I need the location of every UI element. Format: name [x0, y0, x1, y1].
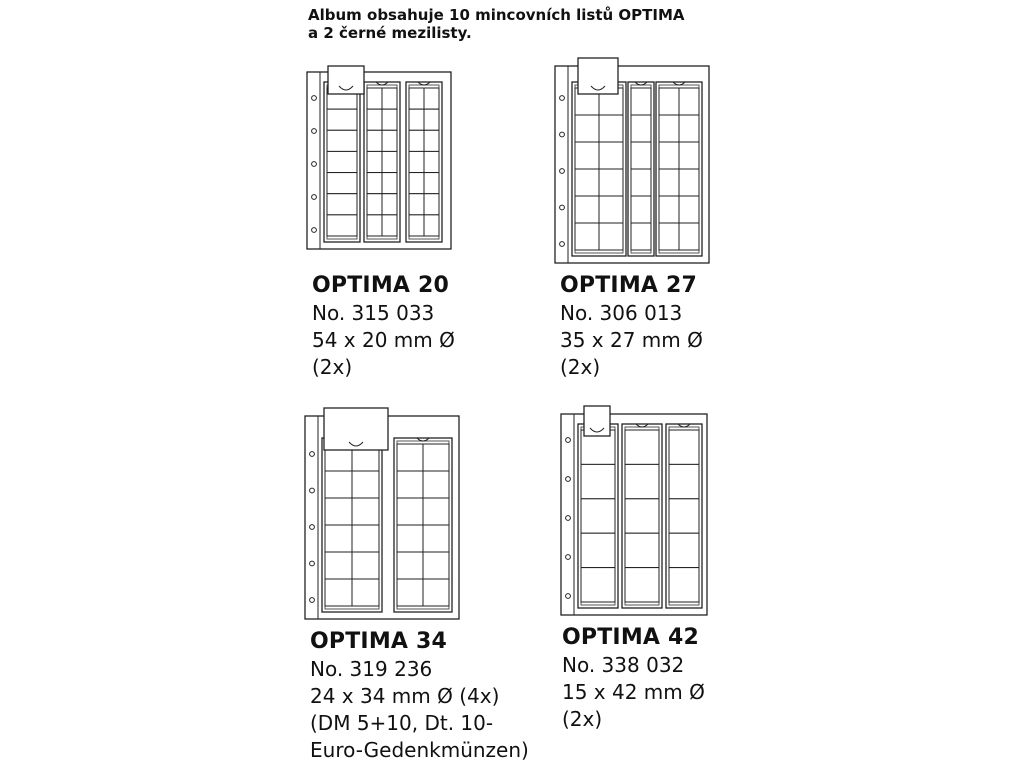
coin-pocket [409, 130, 424, 151]
coin-size: 15 x 42 mm Ø [562, 680, 705, 704]
coin-pocket [669, 533, 699, 567]
coin-pocket [409, 109, 424, 130]
punch-hole [566, 555, 571, 560]
punch-hole [560, 169, 565, 174]
coin-pocket [631, 88, 651, 115]
coin-pocket [397, 579, 423, 606]
coin-pocket [397, 525, 423, 552]
coin-pocket [581, 568, 615, 602]
coin-pocket [423, 552, 449, 579]
coin-size: 35 x 27 mm Ø [560, 328, 703, 352]
punch-hole [310, 561, 315, 566]
coin-pocket [367, 109, 382, 130]
sheet-quantity: (2x) [562, 707, 603, 731]
coin-pocket [679, 115, 699, 142]
coin-pocket [669, 430, 699, 464]
coin-pocket [367, 88, 382, 109]
coin-pocket [397, 498, 423, 525]
coin-pocket [659, 223, 679, 250]
coin-pocket [409, 151, 424, 172]
coin-pocket [409, 194, 424, 215]
sheet-number: No. 319 236 [310, 657, 433, 681]
punch-hole [312, 129, 317, 134]
coin-pocket [367, 151, 382, 172]
coin-pocket [382, 130, 397, 151]
coin-pocket [669, 464, 699, 498]
coin-pocket [327, 215, 357, 236]
punch-hole [566, 594, 571, 599]
coin-pocket [409, 215, 424, 236]
album-description-line-1: Album obsahuje 10 mincovních listů OPTIMA [308, 6, 685, 24]
coin-pocket [424, 215, 439, 236]
coin-pocket [575, 169, 599, 196]
coin-pocket [327, 194, 357, 215]
coin-size: 24 x 34 mm Ø (4x) [310, 684, 500, 708]
album-description [308, 6, 685, 42]
sheet-info-optima-27 [560, 272, 703, 381]
coin-pocket [631, 115, 651, 142]
coin-pocket [599, 142, 623, 169]
coin-size: 54 x 20 mm Ø [312, 328, 455, 352]
coin-pocket [581, 464, 615, 498]
punch-hole [312, 162, 317, 167]
coin-pocket [325, 498, 352, 525]
coin-pocket [575, 196, 599, 223]
punch-hole [560, 242, 565, 247]
coin-pocket [382, 88, 397, 109]
coin-pocket [659, 196, 679, 223]
punch-hole [566, 477, 571, 482]
punch-hole [312, 96, 317, 101]
coin-pocket [625, 499, 659, 533]
coin-pocket [424, 173, 439, 194]
punch-hole [310, 525, 315, 530]
coin-pocket [599, 223, 623, 250]
coin-pocket [625, 568, 659, 602]
coin-pocket [625, 464, 659, 498]
sheet-info-optima-20 [312, 272, 455, 381]
coin-pocket [625, 430, 659, 464]
coin-pocket [659, 169, 679, 196]
coin-pocket [631, 196, 651, 223]
punch-hole [310, 598, 315, 603]
coin-pocket [367, 194, 382, 215]
coin-pocket [423, 471, 449, 498]
sheet-note-line-2: Euro-Gedenkmünzen) [310, 738, 529, 762]
punch-hole [560, 96, 565, 101]
coin-pocket [423, 579, 449, 606]
coin-pocket [669, 568, 699, 602]
coin-pocket [631, 223, 651, 250]
coin-pocket [659, 88, 679, 115]
punch-hole [566, 516, 571, 521]
coin-pocket [424, 151, 439, 172]
pocket-tab [578, 58, 618, 94]
coin-pocket [679, 142, 699, 169]
coin-pocket [397, 552, 423, 579]
coin-pocket [599, 196, 623, 223]
coin-pocket [581, 499, 615, 533]
sheet-number: No. 315 033 [312, 301, 435, 325]
coin-pocket [659, 115, 679, 142]
sheet-diagram-optima-20 [306, 64, 452, 250]
coin-pocket [327, 109, 357, 130]
coin-pocket [575, 142, 599, 169]
sheet-name: OPTIMA 42 [562, 625, 700, 650]
coin-pocket [397, 471, 423, 498]
coin-pocket [327, 130, 357, 151]
coin-pocket [382, 194, 397, 215]
coin-pocket [325, 525, 352, 552]
coin-pocket [575, 115, 599, 142]
coin-pocket [659, 142, 679, 169]
pocket-tab [324, 408, 388, 450]
sheet-quantity: (2x) [312, 355, 353, 379]
punch-hole [560, 205, 565, 210]
coin-pocket [424, 130, 439, 151]
coin-pocket [327, 173, 357, 194]
sheet-quantity: (2x) [560, 355, 601, 379]
coin-pocket [423, 525, 449, 552]
coin-pocket [631, 169, 651, 196]
coin-pocket [367, 130, 382, 151]
coin-pocket [599, 169, 623, 196]
sheet-diagram-optima-34 [304, 408, 460, 620]
coin-pocket [397, 444, 423, 471]
punch-hole [566, 438, 571, 443]
coin-pocket [352, 471, 379, 498]
punch-hole [560, 132, 565, 137]
coin-pocket [352, 525, 379, 552]
sheet-diagram-optima-27 [554, 58, 710, 264]
coin-pocket [352, 498, 379, 525]
coin-pocket [679, 169, 699, 196]
coin-pocket [409, 88, 424, 109]
sheet-note-line-1: (DM 5+10, Dt. 10- [310, 711, 494, 735]
punch-hole [310, 488, 315, 493]
coin-pocket [382, 173, 397, 194]
coin-pocket [367, 215, 382, 236]
sheet-name: OPTIMA 34 [310, 629, 448, 654]
coin-pocket [424, 109, 439, 130]
punch-hole [310, 452, 315, 457]
punch-hole [312, 195, 317, 200]
coin-pocket [424, 88, 439, 109]
coin-pocket [581, 533, 615, 567]
coin-pocket [669, 499, 699, 533]
coin-pocket [423, 444, 449, 471]
coin-pocket [352, 579, 379, 606]
coin-pocket [423, 498, 449, 525]
sheet-number: No. 338 032 [562, 653, 685, 677]
coin-pocket [382, 215, 397, 236]
sheet-info-optima-34 [310, 628, 529, 764]
coin-pocket [382, 151, 397, 172]
sheet-info-optima-42 [562, 624, 705, 733]
coin-pocket [325, 471, 352, 498]
coin-pocket [382, 109, 397, 130]
sheet-diagram-optima-42 [560, 406, 708, 616]
coin-pocket [367, 173, 382, 194]
coin-pocket [625, 533, 659, 567]
coin-pocket [599, 115, 623, 142]
coin-pocket [352, 552, 379, 579]
coin-pocket [325, 579, 352, 606]
coin-pocket [409, 173, 424, 194]
sheet-number: No. 306 013 [560, 301, 683, 325]
punch-hole [312, 228, 317, 233]
album-description-line-2: a 2 černé mezilisty. [308, 24, 472, 42]
coin-pocket [575, 223, 599, 250]
sheet-name: OPTIMA 20 [312, 273, 450, 298]
coin-pocket [679, 196, 699, 223]
coin-pocket [424, 194, 439, 215]
coin-pocket [327, 151, 357, 172]
coin-pocket [679, 223, 699, 250]
coin-pocket [631, 142, 651, 169]
sheet-name: OPTIMA 27 [560, 273, 698, 298]
coin-pocket [325, 552, 352, 579]
coin-pocket [679, 88, 699, 115]
